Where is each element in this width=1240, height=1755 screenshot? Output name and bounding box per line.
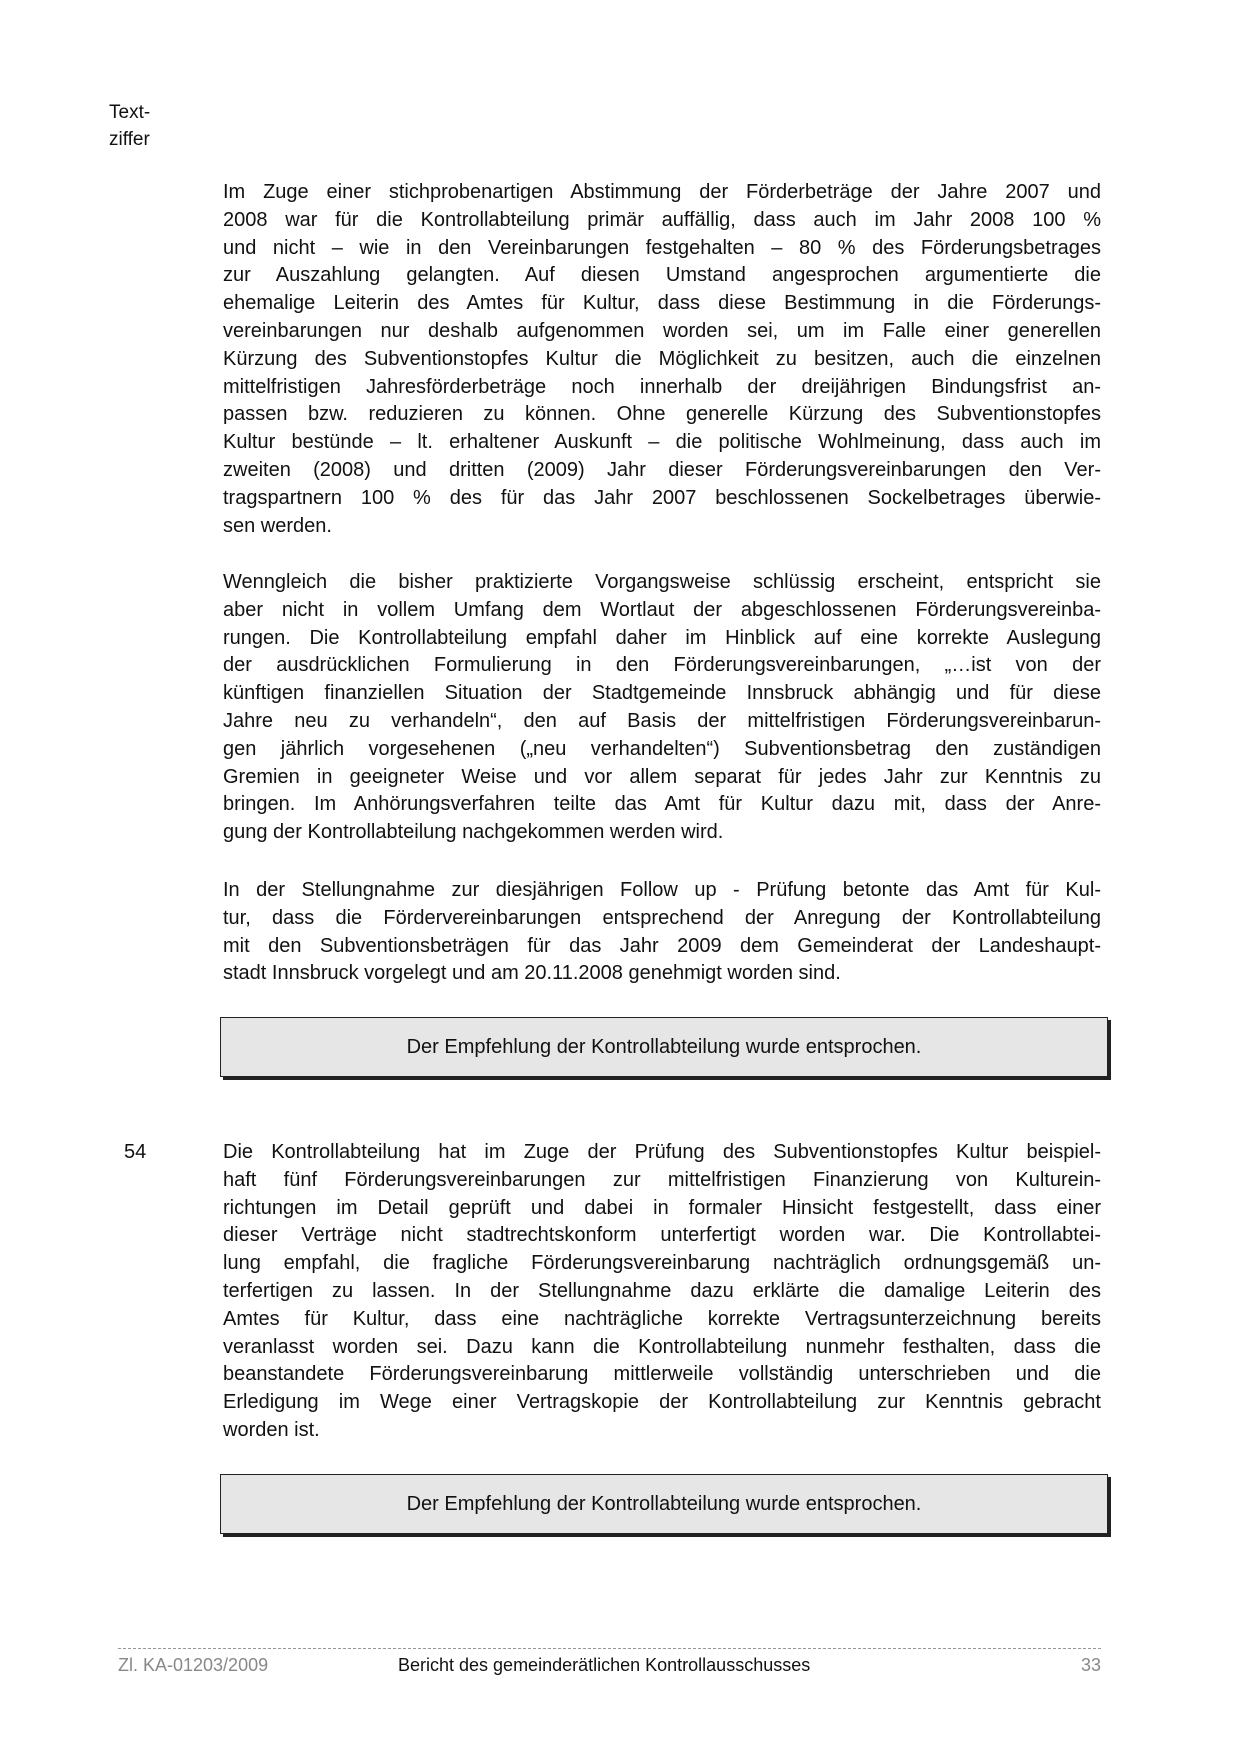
text-line: richtungen im Detail geprüft und dabei in formaler Hinsicht festgestellt, dass einer bbox=[223, 1196, 1101, 1219]
footer-divider bbox=[118, 1648, 1101, 1649]
text-line: Im Zuge einer stichprobenartigen Abstimmung der Förderbeträge der Jahre 2007 und bbox=[223, 181, 1101, 203]
footer-title: Bericht des gemeinderätlichen Kontrollausschusses bbox=[398, 1655, 811, 1675]
text-line: ehemalige Leiterin des Amtes für Kultur, dass diese Bestimmung in die Förderungs- bbox=[223, 292, 1101, 315]
margin-header-line: Text- bbox=[109, 102, 151, 123]
text-line: 2008 war für die Kontrollabteilung primär auffällig, dass auch im Jahr 2008 100 % bbox=[223, 208, 1101, 231]
text-line: Die Kontrollabteilung hat im Zuge der Prüfung des Subventionstopfes Kultur beispiel- bbox=[223, 1141, 1101, 1163]
text-line: In der Stellungnahme zur diesjährigen Follow up - Prüfung betonte das Amt für Kul- bbox=[223, 879, 1101, 901]
paragraph bbox=[223, 179, 1101, 540]
margin-header-line: ziffer bbox=[109, 129, 150, 150]
text-line: Jahre neu zu verhandeln“, den auf Basis der mittelfristigen Förderungsvereinbarun- bbox=[223, 709, 1101, 732]
paragraph bbox=[223, 1139, 1101, 1445]
text-line: Kürzung des Subventionstopfes Kultur die Möglichkeit zu besitzen, auch die einzelnen bbox=[223, 347, 1101, 370]
text-line: künftigen finanziellen Situation der Stadtgemeinde Innsbruck abhängig und für diese bbox=[223, 682, 1101, 705]
text-line: mit den Subventionsbeträgen für das Jahr 2009 dem Gemeinderat der Landeshaupt- bbox=[223, 934, 1101, 957]
text-line: veranlasst worden sei. Dazu kann die Kontrollabteilung nunmehr festhalten, dass die bbox=[223, 1335, 1101, 1358]
text-line: worden ist. bbox=[223, 1418, 320, 1441]
paragraph bbox=[223, 569, 1101, 847]
text-line: Gremien in geeigneter Weise und vor allem separat für jedes Jahr zur Kenntnis zu bbox=[223, 765, 1101, 788]
paragraph bbox=[223, 877, 1101, 988]
text-line: haft fünf Förderungsvereinbarungen zur mittelfristigen Finanzierung von Kulturein- bbox=[223, 1168, 1101, 1191]
result-box bbox=[220, 1474, 1108, 1534]
text-line: Kultur bestünde – lt. erhaltener Auskunft – die politische Wohlmeinung, dass auch im bbox=[223, 431, 1101, 454]
text-line: gung der Kontrollabteilung nachgekommen werden wird. bbox=[223, 821, 724, 844]
text-line: vereinbarungen nur deshalb aufgenommen worden sei, um im Falle einer generellen bbox=[223, 319, 1101, 342]
page-number: 33 bbox=[1080, 1655, 1101, 1675]
result-text: Der Empfehlung der Kontrollabteilung wurde entsprochen. bbox=[406, 1035, 922, 1058]
text-line: der ausdrücklichen Formulierung in den Förderungsvereinbarungen, „…ist von der bbox=[223, 654, 1101, 677]
text-line: passen bzw. reduzieren zu können. Ohne generelle Kürzung des Subventionstopfes bbox=[223, 403, 1101, 426]
text-line: gen jährlich vorgesehenen („neu verhandelten“) Subventionsbetrag den zuständigen bbox=[223, 737, 1101, 760]
text-line: tur, dass die Fördervereinbarungen entsprechend der Anregung der Kontrollabteilung bbox=[223, 906, 1101, 929]
text-line: beanstandete Förderungsvereinbarung mittlerweile vollständig unterschrieben und die bbox=[223, 1363, 1101, 1386]
text-line: dieser Verträge nicht stadtrechtskonform unterfertigt worden war. Die Kontrollabtei- bbox=[223, 1224, 1101, 1247]
text-line: zweiten (2008) und dritten (2009) Jahr dieser Förderungsvereinbarungen den Ver- bbox=[223, 458, 1101, 481]
text-line: terfertigen zu lassen. In der Stellungnahme dazu erklärte die damalige Leiterin des bbox=[223, 1279, 1101, 1302]
text-line: bringen. Im Anhörungsverfahren teilte das Amt für Kultur dazu mit, dass der Anre- bbox=[223, 793, 1101, 816]
text-line: tragspartnern 100 % des für das Jahr 2007 beschlossenen Sockelbetrages überwie- bbox=[223, 486, 1101, 509]
text-line: aber nicht in vollem Umfang dem Wortlaut der abgeschlossenen Förderungsvereinba- bbox=[223, 598, 1101, 621]
result-text: Der Empfehlung der Kontrollabteilung wurde entsprochen. bbox=[406, 1492, 922, 1515]
result-box bbox=[220, 1017, 1108, 1077]
text-line: Erledigung im Wege einer Vertragskopie der Kontrollabteilung zur Kenntnis gebracht bbox=[223, 1391, 1101, 1414]
text-line: rungen. Die Kontrollabteilung empfahl daher im Hinblick auf eine korrekte Auslegung bbox=[223, 626, 1101, 649]
text-line: lung empfahl, die fragliche Förderungsvereinbarung nachträglich ordnungsgemäß un- bbox=[223, 1252, 1101, 1275]
text-line: zur Auszahlung gelangten. Auf diesen Umstand angesprochen argumentierte die bbox=[223, 264, 1101, 287]
footer-reference: Zl. KA-01203/2009 bbox=[118, 1655, 269, 1675]
margin-header bbox=[109, 99, 150, 153]
text-line: und nicht – wie in den Vereinbarungen festgehalten – 80 % des Förderungsbetrages bbox=[223, 236, 1101, 259]
text-line: Wenngleich die bisher praktizierte Vorgangsweise schlüssig erscheint, entspricht sie bbox=[223, 571, 1101, 593]
text-number: 54 bbox=[124, 1141, 147, 1163]
text-line: Amtes für Kultur, dass eine nachträgliche korrekte Vertragsunterzeichnung bereits bbox=[223, 1307, 1101, 1330]
text-line: mittelfristigen Jahresförderbeträge noch innerhalb der dreijährigen Bindungsfrist an- bbox=[223, 375, 1101, 398]
text-line: sen werden. bbox=[223, 514, 332, 537]
text-line: stadt Innsbruck vorgelegt und am 20.11.2008 genehmigt worden sind. bbox=[223, 962, 841, 985]
